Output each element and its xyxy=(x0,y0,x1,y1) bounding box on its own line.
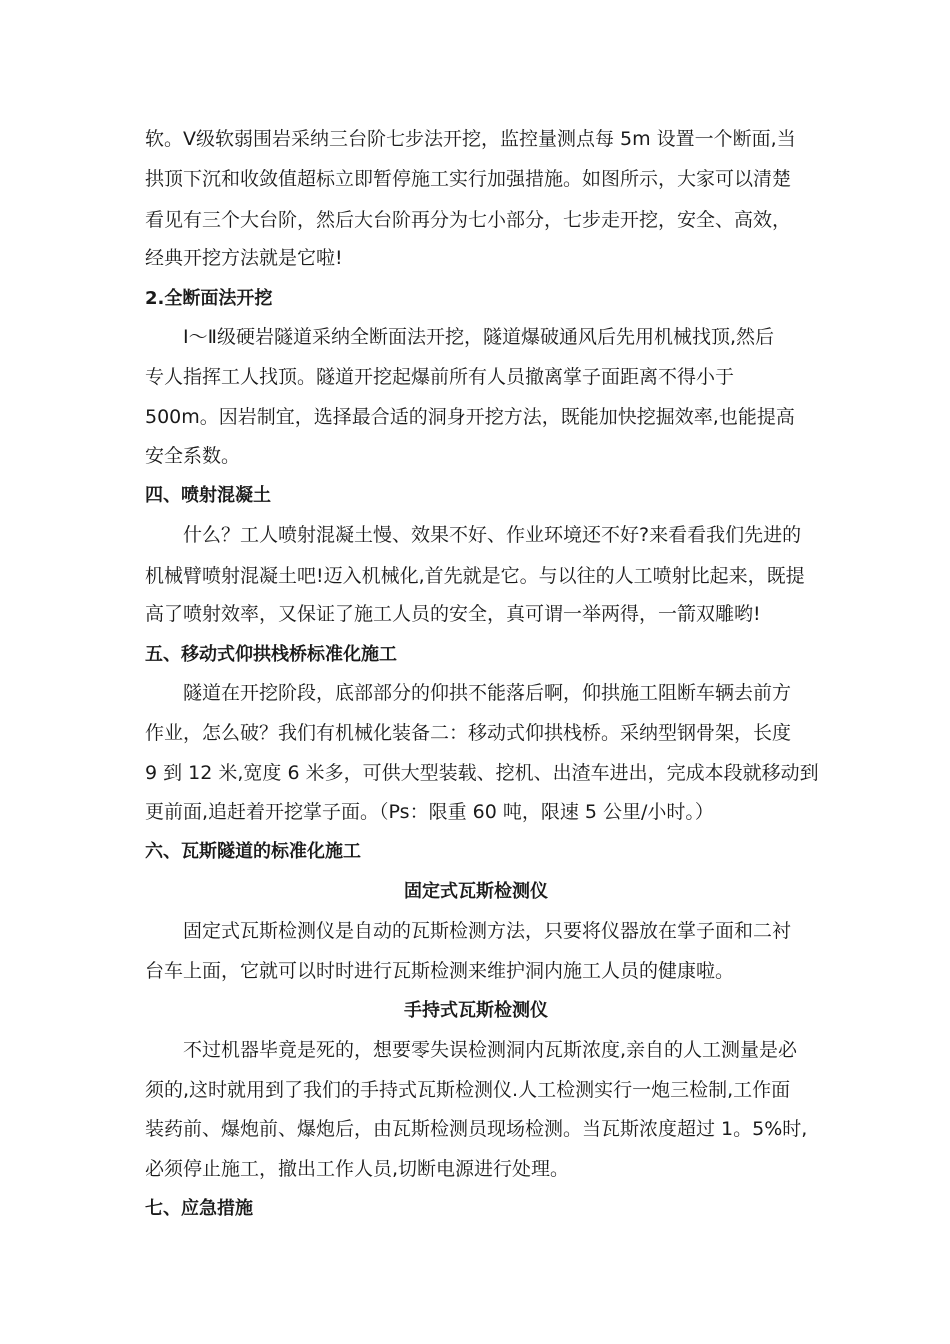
paragraph-line: 机械臂喷射混凝土吧!迈入机械化,首先就是它。与以往的人工喷射比起来，既提 xyxy=(145,565,805,587)
section-heading: 四、喷射混凝土 xyxy=(145,485,271,506)
paragraph-line: 9 到 12 米,宽度 6 米多，可供大型装载、挖机、出渣车进出，完成本段就移动到 xyxy=(145,762,819,784)
paragraph-line: 不过机器毕竟是死的，想要零失误检测洞内瓦斯浓度,亲自的人工测量是必 xyxy=(183,1039,798,1061)
paragraph-line: 什么？工人喷射混凝土慢、效果不好、作业环境还不好?来看看我们先进的 xyxy=(183,524,802,546)
paragraph-line: 须的,这时就用到了我们的手持式瓦斯检测仪.人工检测实行一炮三检制,工作面 xyxy=(145,1079,791,1101)
section-heading: 六、瓦斯隧道的标准化施工 xyxy=(145,841,361,862)
paragraph-line: 经典开挖方法就是它啦! xyxy=(145,247,343,269)
paragraph-line: 装药前、爆炮前、爆炮后，由瓦斯检测员现场检测。当瓦斯浓度超过 1。5%时, xyxy=(145,1118,808,1140)
paragraph-line: 隧道在开挖阶段，底部部分的仰拱不能落后啊，仰拱施工阻断车辆去前方 xyxy=(183,682,792,704)
section-heading: 五、移动式仰拱栈桥标准化施工 xyxy=(145,644,397,665)
paragraph-line: 安全系数。 xyxy=(145,445,241,467)
section-heading: 2.全断面法开挖 xyxy=(145,288,273,309)
paragraph-line: 500m。因岩制宜，选择最合适的洞身开挖方法，既能加快挖掘效率,也能提高 xyxy=(145,406,795,428)
paragraph-line: 看见有三个大台阶，然后大台阶再分为七小部分，七步走开挖，安全、高效， xyxy=(145,209,792,231)
subsection-title: 手持式瓦斯检测仪 xyxy=(404,1000,548,1021)
paragraph-line: 台车上面，它就可以时时进行瓦斯检测来维护洞内施工人员的健康啦。 xyxy=(145,960,735,982)
paragraph-line: 更前面,追赶着开挖掌子面。（Ps：限重 60 吨，限速 5 公里/小时。） xyxy=(145,801,714,823)
subsection-title: 固定式瓦斯检测仪 xyxy=(404,881,548,902)
section-heading: 七、应急措施 xyxy=(145,1198,253,1219)
paragraph-line: 固定式瓦斯检测仪是自动的瓦斯检测方法，只要将仪器放在掌子面和二衬 xyxy=(183,920,792,942)
paragraph-line: Ⅰ～Ⅱ级硬岩隧道采纳全断面法开挖，隧道爆破通风后先用机械找顶,然后 xyxy=(183,326,774,348)
paragraph-line: 必须停止施工，撤出工作人员,切断电源进行处理。 xyxy=(145,1158,570,1180)
paragraph-line: 软。Ⅴ级软弱围岩采纳三台阶七步法开挖，监控量测点每 5m 设置一个断面,当 xyxy=(145,128,796,150)
paragraph-line: 拱顶下沉和收敛值超标立即暂停施工实行加强措施。如图所示，大家可以清楚 xyxy=(145,168,792,190)
paragraph-line: 高了喷射效率，又保证了施工人员的安全，真可谓一举两得，一箭双雕哟! xyxy=(145,603,761,625)
paragraph-line: 作业，怎么破？我们有机械化装备二：移动式仰拱栈桥。采纳型钢骨架，长度 xyxy=(145,722,792,744)
paragraph-line: 专人指挥工人找顶。隧道开挖起爆前所有人员撤离掌子面距离不得小于 xyxy=(145,366,735,388)
